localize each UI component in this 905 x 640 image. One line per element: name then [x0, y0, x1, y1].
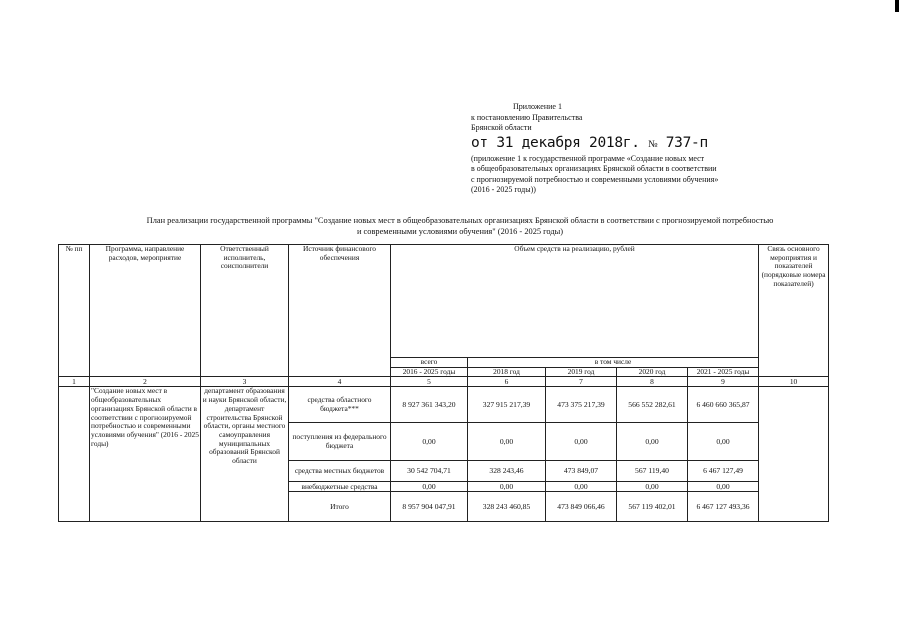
appendix-line-3: Брянской области	[471, 123, 532, 132]
date-prefix: от	[471, 134, 488, 151]
y2018-cell: 328 243,46	[468, 461, 546, 482]
y2021-cell: 6 467 127 493,36	[688, 492, 759, 522]
scan-edge-mark	[895, 0, 899, 12]
col-number: 5	[391, 377, 468, 387]
appendix-line-2: к постановлению Правительства	[471, 112, 583, 122]
y2019-cell: 473 375 217,39	[546, 387, 617, 423]
y2018-cell: 0,00	[468, 482, 546, 492]
number-value: 737-п	[665, 134, 708, 151]
plan-table	[58, 244, 829, 522]
col-number: 7	[546, 377, 617, 387]
appendix-line-8: (2016 - 2025 годы))	[471, 185, 536, 194]
col-number: 8	[617, 377, 688, 387]
y2019-cell: 0,00	[546, 482, 617, 492]
y2020-cell: 567 119,40	[617, 461, 688, 482]
header-2018: 2018 год	[468, 367, 546, 377]
total-cell: 8 927 361 343,20	[391, 387, 468, 423]
col-number: 6	[468, 377, 546, 387]
link-cell	[759, 387, 829, 522]
header-2019: 2019 год	[546, 367, 617, 377]
executor-cell: департамент образования и науки Брянской области, департамент строительства Брянской области, органы местного самоуправления муниципальных образований Брянской области	[201, 387, 289, 522]
appendix-line-5: (приложение 1 к государственной программе «Создание новых мест	[471, 153, 705, 163]
header-num: № пп	[59, 245, 90, 377]
row-num-cell	[59, 387, 90, 522]
col-number: 10	[759, 377, 829, 387]
col-number: 1	[59, 377, 90, 387]
header-volume: Объем средств на реализацию, рублей	[391, 245, 759, 358]
col-number: 9	[688, 377, 759, 387]
total-cell: 0,00	[391, 482, 468, 492]
title-line-1: План реализации государственной программы "Создание новых мест в общеобразовательных организациях Брянской области в соответствии с прогнозируемой потребностью	[146, 216, 774, 225]
col-number: 4	[289, 377, 391, 387]
appendix-line-6: в общеобразовательных организациях Брянской области в соответствии	[471, 164, 717, 173]
header-2020: 2020 год	[617, 367, 688, 377]
title-line-2: и современными условиями обучения" (2016 - 2025 годы)	[356, 227, 564, 236]
header-total: всего	[391, 358, 468, 368]
source-cell: средства областного бюджета***	[289, 387, 391, 423]
y2020-cell: 567 119 402,01	[617, 492, 688, 522]
total-cell: 0,00	[391, 423, 468, 461]
header-including: в том числе	[468, 358, 759, 368]
source-cell: Итого	[289, 492, 391, 522]
y2021-cell: 0,00	[688, 423, 759, 461]
y2018-cell: 327 915 217,39	[468, 387, 546, 423]
col-number: 2	[90, 377, 201, 387]
total-cell: 30 542 704,71	[391, 461, 468, 482]
y2020-cell: 0,00	[617, 423, 688, 461]
header-link: Связь основного мероприятия и показателей (порядковые номера показателей)	[759, 245, 829, 377]
header-source: Источник финансового обеспечения	[289, 245, 391, 377]
y2019-cell: 0,00	[546, 423, 617, 461]
date-value: 31 декабря 2018г.	[496, 134, 640, 151]
program-cell: "Создание новых мест в общеобразовательных организациях Брянской области в соответствии с прогнозируемой потребностью и современными условиями обучения" (2016 - 2025 годы)	[90, 387, 201, 522]
number-sign: №	[648, 138, 658, 150]
col-number: 3	[201, 377, 289, 387]
header-program: Программа, направление расходов, мероприятие	[90, 245, 201, 377]
y2021-cell: 6 467 127,49	[688, 461, 759, 482]
document-title	[60, 215, 860, 237]
appendix-line-7: с прогнозируемой потребностью и современными условиями обучения»	[471, 174, 719, 184]
y2021-cell: 0,00	[688, 482, 759, 492]
appendix-date-line	[471, 134, 801, 154]
header-executor: Ответственный исполнитель, соисполнители	[201, 245, 289, 377]
y2020-cell: 566 552 282,61	[617, 387, 688, 423]
y2020-cell: 0,00	[617, 482, 688, 492]
source-cell: внебюджетные средства	[289, 482, 391, 492]
y2018-cell: 328 243 460,85	[468, 492, 546, 522]
y2018-cell: 0,00	[468, 423, 546, 461]
column-number-row	[59, 377, 829, 387]
y2019-cell: 473 849 066,46	[546, 492, 617, 522]
source-cell: поступления из федерального бюджета	[289, 423, 391, 461]
appendix-line-1: Приложение 1	[513, 102, 562, 111]
appendix-block	[471, 102, 801, 196]
header-2021-2025: 2021 - 2025 годы	[688, 367, 759, 377]
source-cell: средства местных бюджетов	[289, 461, 391, 482]
table-row	[59, 387, 829, 423]
total-cell: 8 957 904 047,91	[391, 492, 468, 522]
header-total-years: 2016 - 2025 годы	[391, 367, 468, 377]
y2019-cell: 473 849,07	[546, 461, 617, 482]
y2021-cell: 6 460 660 365,87	[688, 387, 759, 423]
